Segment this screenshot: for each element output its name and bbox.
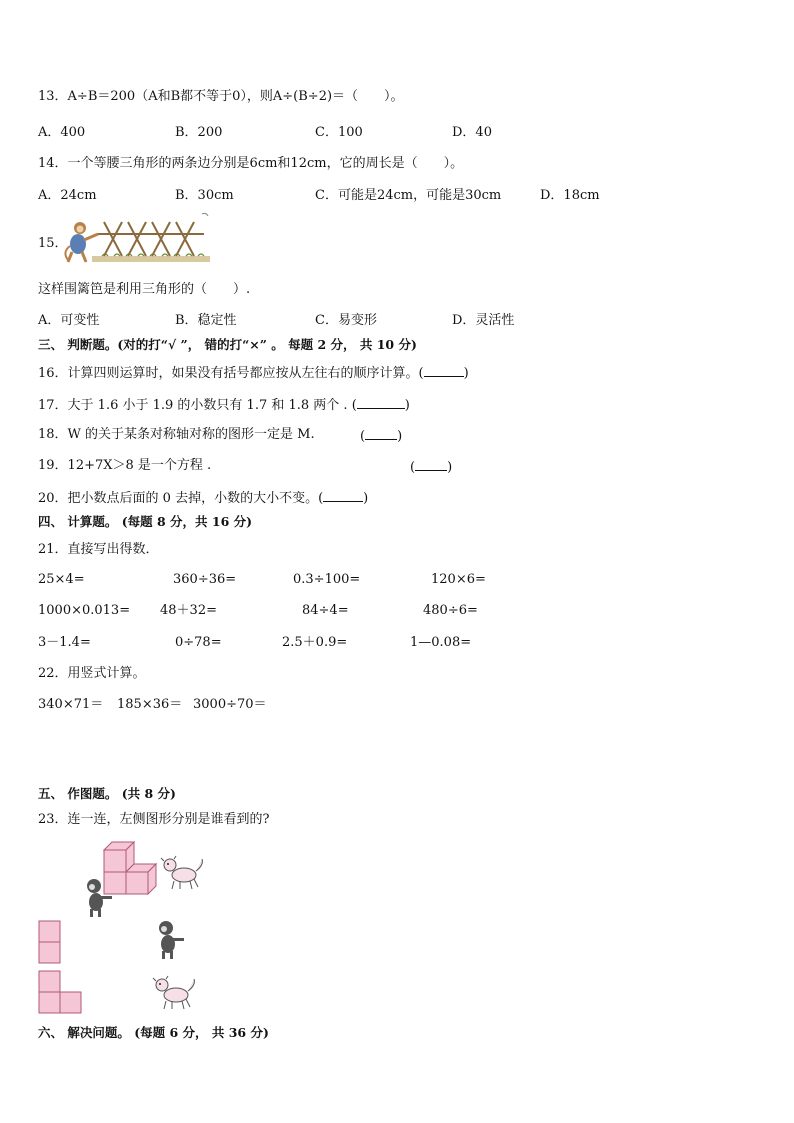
q16-line <box>38 364 469 382</box>
q21-r1-c3: 0.3÷100= <box>293 572 361 587</box>
view-shape-column <box>38 920 62 964</box>
q21-r1-c2: 360÷36= <box>173 572 237 587</box>
q17-close: ) <box>404 398 410 413</box>
section3-heading: 三、 判断题。(对的打“√ ”， 错的打“×” 。 每题 2 分， 共 10 分) <box>38 337 417 352</box>
q13-option-a: A．400 <box>38 125 86 140</box>
q21-r3-c1: 3－1.4= <box>38 635 91 650</box>
q21-r3-c3: 2.5＋0.9= <box>282 635 348 650</box>
q21-r2-c2: 48＋32= <box>160 603 217 618</box>
q21-r2-c3: 84÷4= <box>302 603 349 618</box>
q15-option-d: D．灵活性 <box>452 313 515 328</box>
q21-r1-c1: 25×4= <box>38 572 85 587</box>
q17-line <box>38 396 410 414</box>
q21-r3-c2: 0÷78= <box>175 635 222 650</box>
monkey-figure <box>80 878 116 918</box>
q14-option-a: A．24cm <box>38 188 97 203</box>
q22-item-2: 185×36＝ <box>117 697 183 712</box>
q21-r3-c4: 1—0.08= <box>410 635 472 650</box>
q22-item-1: 340×71＝ <box>38 697 104 712</box>
dog-figure <box>152 975 198 1011</box>
q15-option-b: B．稳定性 <box>175 313 237 328</box>
q15-number: 15． <box>38 236 68 251</box>
monkey-figure <box>152 920 188 960</box>
q21-r2-c1: 1000×0.013= <box>38 603 131 618</box>
q21-r2-c4: 480÷6= <box>423 603 478 618</box>
section5-heading: 五、 作图题。 (共 8 分) <box>38 786 176 801</box>
answer-blank[interactable] <box>365 427 397 440</box>
q15-stem: 这样围篱笆是利用三角形的（ ）. <box>38 282 251 297</box>
q15-option-c: C．易变形 <box>315 313 377 328</box>
q17-stem: 17．大于 1.6 小于 1.9 的小数只有 1.7 和 1.8 两个 . ( <box>38 398 357 413</box>
q13-option-b: B．200 <box>175 125 223 140</box>
q20-stem: 20．把小数点后面的 0 去掉，小数的大小不变。( <box>38 491 324 506</box>
q23-stem: 23．连一连，左侧图形分别是谁看到的? <box>38 812 270 827</box>
q22-stem: 22．用竖式计算。 <box>38 666 146 681</box>
q14-option-b: B．30cm <box>175 188 234 203</box>
dog-figure <box>160 855 206 891</box>
q16-close: ) <box>463 366 469 381</box>
q21-stem: 21．直接写出得数． <box>38 542 159 557</box>
section4-heading: 四、 计算题。 (每题 8 分，共 16 分) <box>38 514 253 529</box>
answer-blank[interactable] <box>323 489 363 502</box>
q19-answer: ( ) <box>410 460 453 475</box>
q13-option-d: D．40 <box>452 125 492 140</box>
q15-option-a: A．可变性 <box>38 313 100 328</box>
section6-heading: 六、 解决问题。 (每题 6 分， 共 36 分) <box>38 1025 269 1040</box>
q20-line <box>38 489 368 507</box>
q13-option-c: C．100 <box>315 125 363 140</box>
q14-stem: 14．一个等腰三角形的两条边分别是6cm和12cm，它的周长是（ ）。 <box>38 156 464 171</box>
answer-blank[interactable] <box>424 364 464 377</box>
fence-illustration <box>62 212 212 270</box>
q19-stem: 19．12+7X＞8 是一个方程 . <box>38 458 212 473</box>
q13-stem: 13．A÷B＝200（A和B都不等于0），则A÷(B÷2)＝（ ）。 <box>38 89 404 104</box>
q18-stem: 18．W 的关于某条对称轴对称的图形一定是 M. <box>38 427 315 442</box>
q14-option-c: C．可能是24cm，可能是30cm <box>315 188 502 203</box>
q22-item-3: 3000÷70＝ <box>193 697 267 712</box>
answer-blank[interactable] <box>415 458 447 471</box>
view-shape-l <box>38 970 84 1014</box>
q14-option-d: D．18cm <box>540 188 600 203</box>
answer-blank[interactable] <box>357 396 405 409</box>
q18-answer: ( ) <box>360 429 403 444</box>
q21-r1-c4: 120×6= <box>431 572 486 587</box>
q16-stem: 16．计算四则运算时，如果没有括号都应按从左往右的顺序计算。( <box>38 366 424 381</box>
q20-close: ) <box>363 491 369 506</box>
